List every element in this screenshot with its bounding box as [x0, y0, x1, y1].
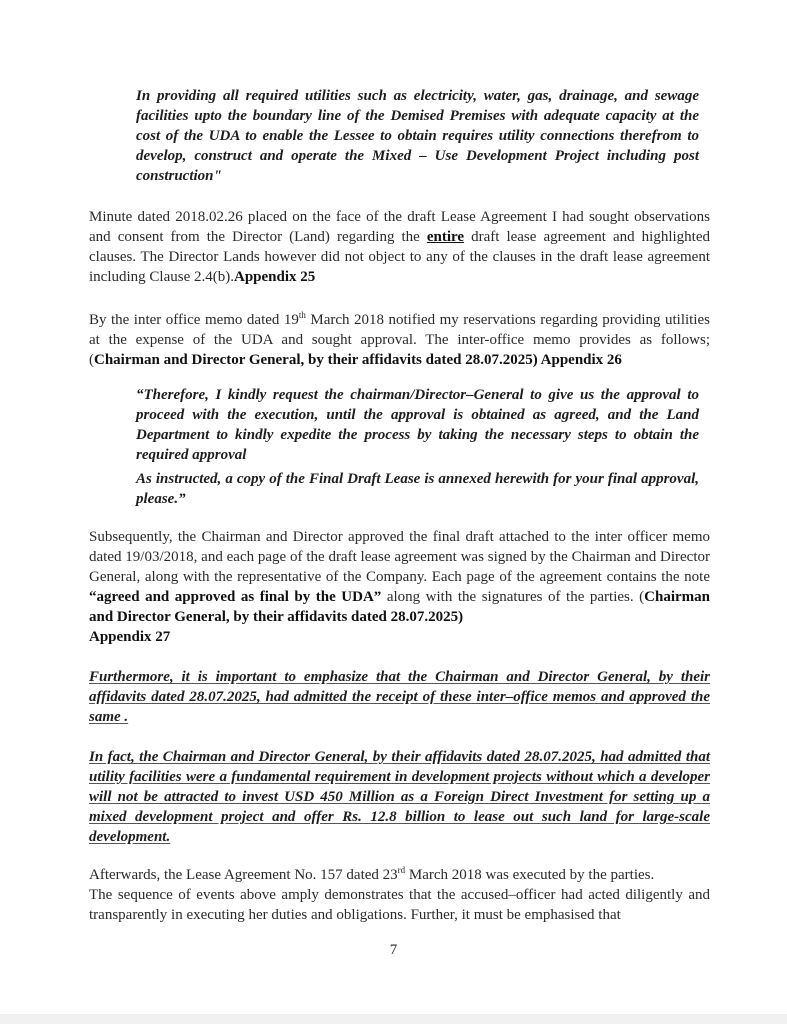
quote-line: As instructed, a copy of the Final Draft Lease is annexed herewith for your final approval, please.”: [136, 471, 699, 507]
document-page: [89, 86, 710, 925]
appendix-ref: Appendix 25: [233, 269, 316, 285]
text: By the inter office memo dated 19: [89, 312, 299, 328]
paragraph-memo: [89, 310, 710, 370]
quote-line: “Therefore, I kindly request the chairman/Director–General to give us the approval to proceed with the execution, until the approval is obtained as agreed, and the Land Department to kindly expedite the process by taking the necessary steps to obtain the required approval: [136, 387, 699, 463]
text: draft lease agreement and highlighted clauses. The Director Lands however did not object to any of the clauses in the draft lease agreement including Clause 2.4(b).: [89, 229, 710, 285]
paragraph-emphasis-utilities: In fact, the Chairman and Director General, by their affidavits dated 28.07.2025, had admitted that utility facilities were a fundamental requirement in development projects without which a developer will not be attracted to invest USD 450 Million as a Foreign Direct Investment for setting up a mixed development project and offer Rs. 12.8 billion to lease out such land for large-scale development.: [89, 749, 710, 845]
paragraph-approval: [89, 527, 710, 647]
affidavit-ref: Chairman and Director General, by their affidavits dated 28.07.2025): [89, 589, 710, 625]
text: March 2018 was executed by the parties.: [405, 867, 655, 883]
quote-memo: [136, 385, 699, 509]
appendix-ref: Chairman and Director General, by their affidavits dated 28.07.2025) Appendix 26: [94, 352, 622, 368]
emphasis-entire: entire: [426, 229, 465, 245]
paragraph-minute: [89, 207, 710, 287]
page-number: 7: [389, 942, 398, 958]
paragraph-afterwards: [89, 865, 710, 925]
page-bottom-edge: [0, 1014, 787, 1024]
paragraph-emphasis-receipt: Furthermore, it is important to emphasize that the Chairman and Director General, by their affidavits dated 28.07.2025, had admitted the receipt of these inter–office memos and approved the same .: [89, 669, 710, 725]
text: The sequence of events above amply demonstrates that the accused–officer had acted diligently and transparently in executing her duties and obligations. Further, it must be emphasised that: [89, 887, 710, 923]
text: Minute dated 2018.02.26 placed on the face of the draft Lease Agreement I had sought observations and consent from the Director (Land) regarding the: [89, 209, 710, 245]
appendix-ref: Appendix 27: [89, 629, 171, 645]
superscript: rd: [397, 865, 406, 875]
text: along with the signatures of the parties. (: [381, 589, 645, 605]
superscript: th: [298, 310, 306, 320]
text: March 2018 notified my reservations regarding providing utilities at the expense of the UDA and sought approval. The inter-office memo provides as follows; (: [89, 312, 711, 368]
text: Afterwards, the Lease Agreement No. 157 dated 23: [89, 867, 398, 883]
note-quote: “agreed and approved as final by the UDA”: [89, 589, 382, 605]
quote-clause: In providing all required utilities such as electricity, water, gas, drainage, and sewage facilities upto the boundary line of the Demised Premises with adequate capacity at the cost of the UDA to enable the Lessee to obtain requires utility connections therefrom to develop, construct and operate the Mixed – Use Development Project including post construction": [136, 88, 699, 184]
text: Subsequently, the Chairman and Director approved the final draft attached to the inter officer memo dated 19/03/2018, and each page of the draft lease agreement was signed by the Chairman and Director General, along with the representative of the Company. Each page of the agreement contains the note: [89, 529, 710, 585]
